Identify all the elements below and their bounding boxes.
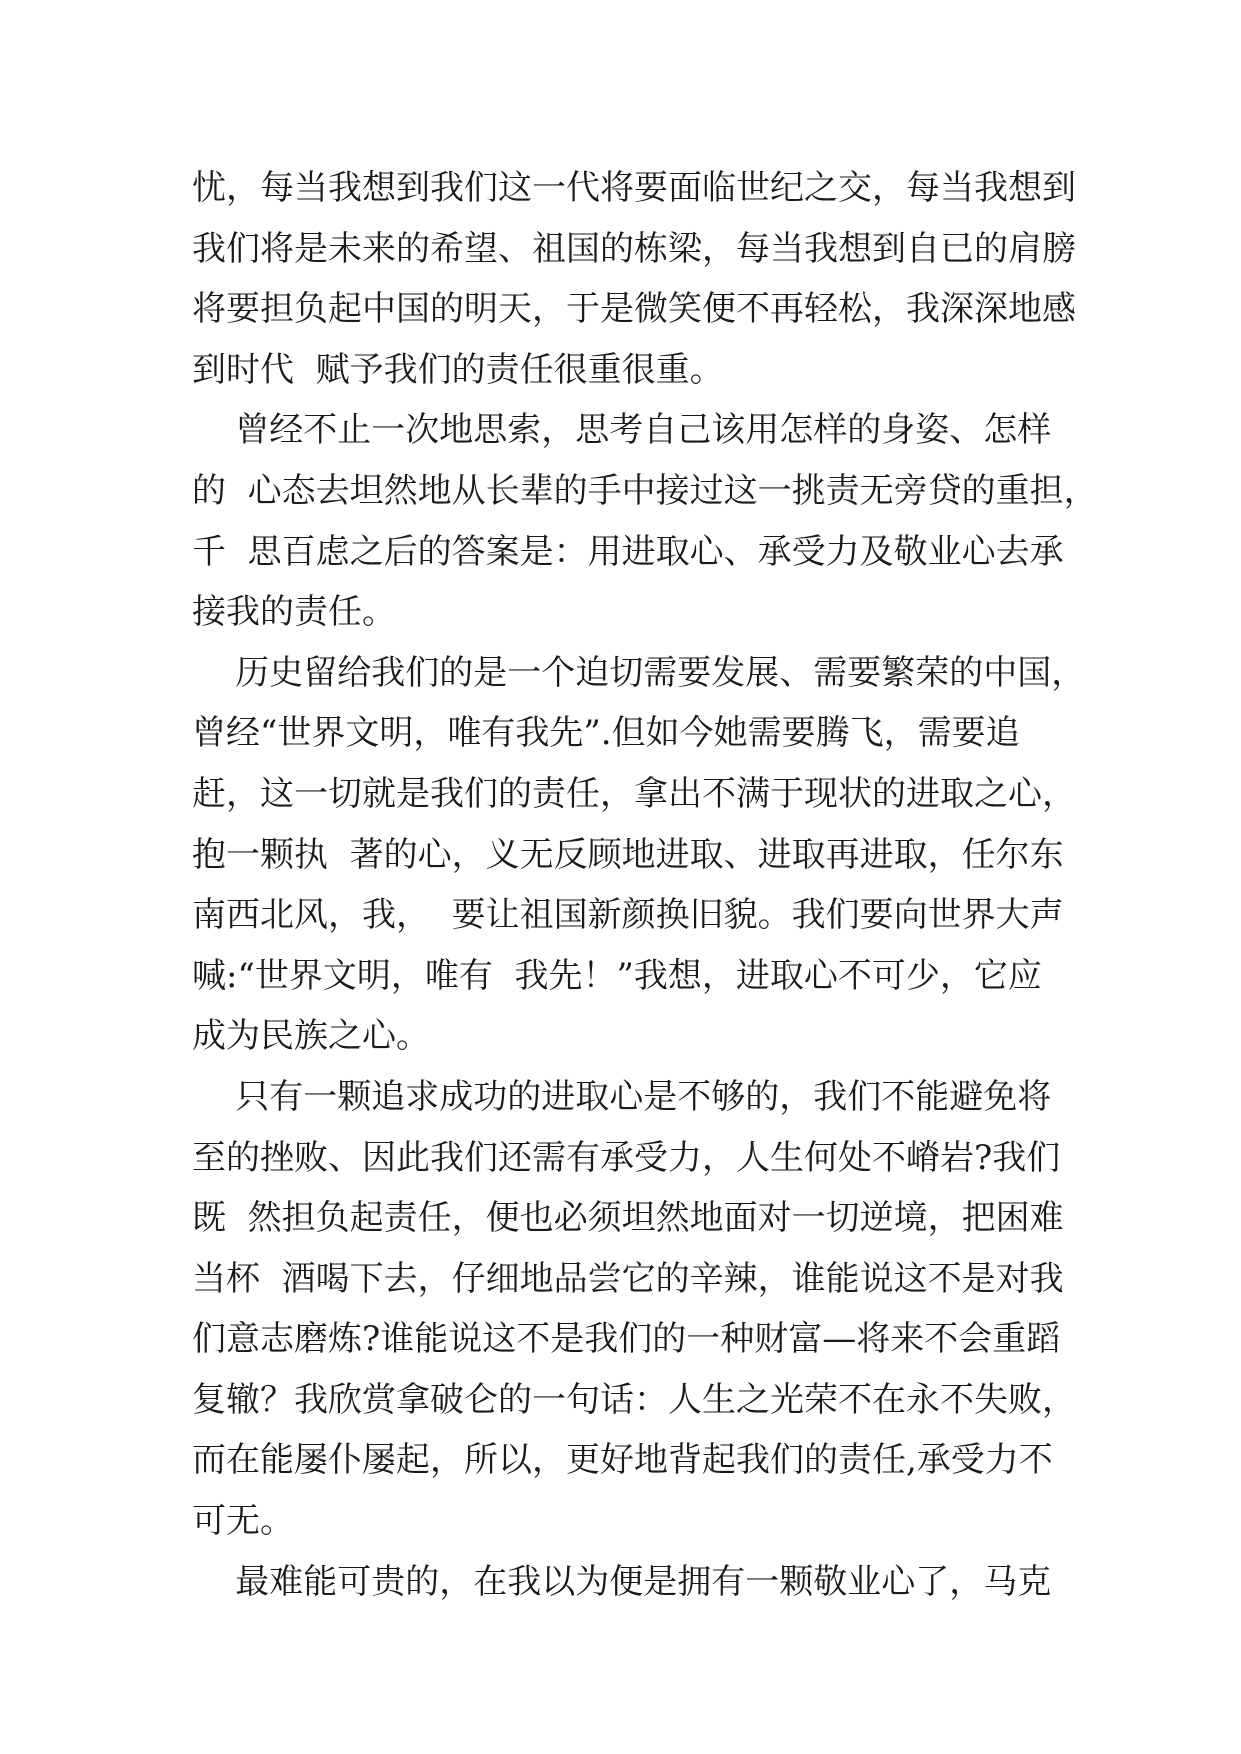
document-body <box>192 158 1098 1612</box>
text-line: 接我的责任。 <box>192 592 396 633</box>
text-line: 只有一颗追求成功的进取心是不够的，我们不能避免将 <box>192 1076 1052 1117</box>
text-line: 将要担负起中国的明天，于是微笑便不再轻松，我深深地感 <box>192 289 1076 330</box>
text-line: 忧，每当我想到我们这一代将要面临世纪之交，每当我想到 <box>192 168 1076 208</box>
text-line: 曾经不止一次地思索，思考自己该用怎样的身姿、怎样 <box>192 410 1052 451</box>
text-line: 历史留给我们的是一个迫切需要发展、需要繁荣的中国， <box>192 652 1086 693</box>
text-line: 们意志磨炼?谁能说这不是我们的一种财富—将来不会重蹈 <box>192 1319 1061 1360</box>
text-line: 到时代 赋予我们的责任很重很重。 <box>192 349 724 390</box>
text-line: 最难能可贵的，在我以为便是拥有一颗敬业心了，马克 <box>192 1561 1052 1602</box>
text-line: 既 然担负起责任，便也必须坦然地面对一切逆境，把困难 <box>192 1198 1064 1239</box>
text-line: 而在能屡仆屡起，所以，更好地背起我们的责任,承受力不 <box>192 1440 1053 1481</box>
text-line: 曾经“世界文明，唯有我先”.但如今她需要腾飞，需要追 <box>192 713 1020 754</box>
text-line: 喊:“世界文明，唯有 我先！”我想，进取心不可少，它应 <box>192 955 1042 996</box>
text-line: 的 心态去坦然地从长辈的手中接过这一挑责无旁贷的重担， <box>192 470 1098 511</box>
text-line: 赶，这一切就是我们的责任，拿出不满于现状的进取之心， <box>192 773 1076 814</box>
text-line: 我们将是未来的希望、祖国的栋梁，每当我想到自已的肩膀 <box>192 228 1076 269</box>
text-line: 千 思百虑之后的答案是：用进取心、承受力及敬业心去承 <box>192 531 1064 572</box>
text-line: 至的挫败、因此我们还需有承受力，人生何处不嵴岩?我们 <box>192 1137 1061 1178</box>
text-line: 南西北风，我， 要让祖国新颜换旧貌。我们要向世界大声 <box>192 895 1064 936</box>
text-line: 复辙？我欣赏拿破仑的一句话：人生之光荣不在永不失败， <box>192 1379 1076 1420</box>
text-line: 可无。 <box>192 1501 294 1542</box>
text-line: 成为民族之心。 <box>192 1016 430 1057</box>
text-line: 当杯 酒喝下去，仔细地品尝它的辛辣，谁能说这不是对我 <box>192 1258 1064 1299</box>
text-line: 抱一颗执 著的心，义无反顾地进取、进取再进取，任尔东 <box>192 834 1064 875</box>
